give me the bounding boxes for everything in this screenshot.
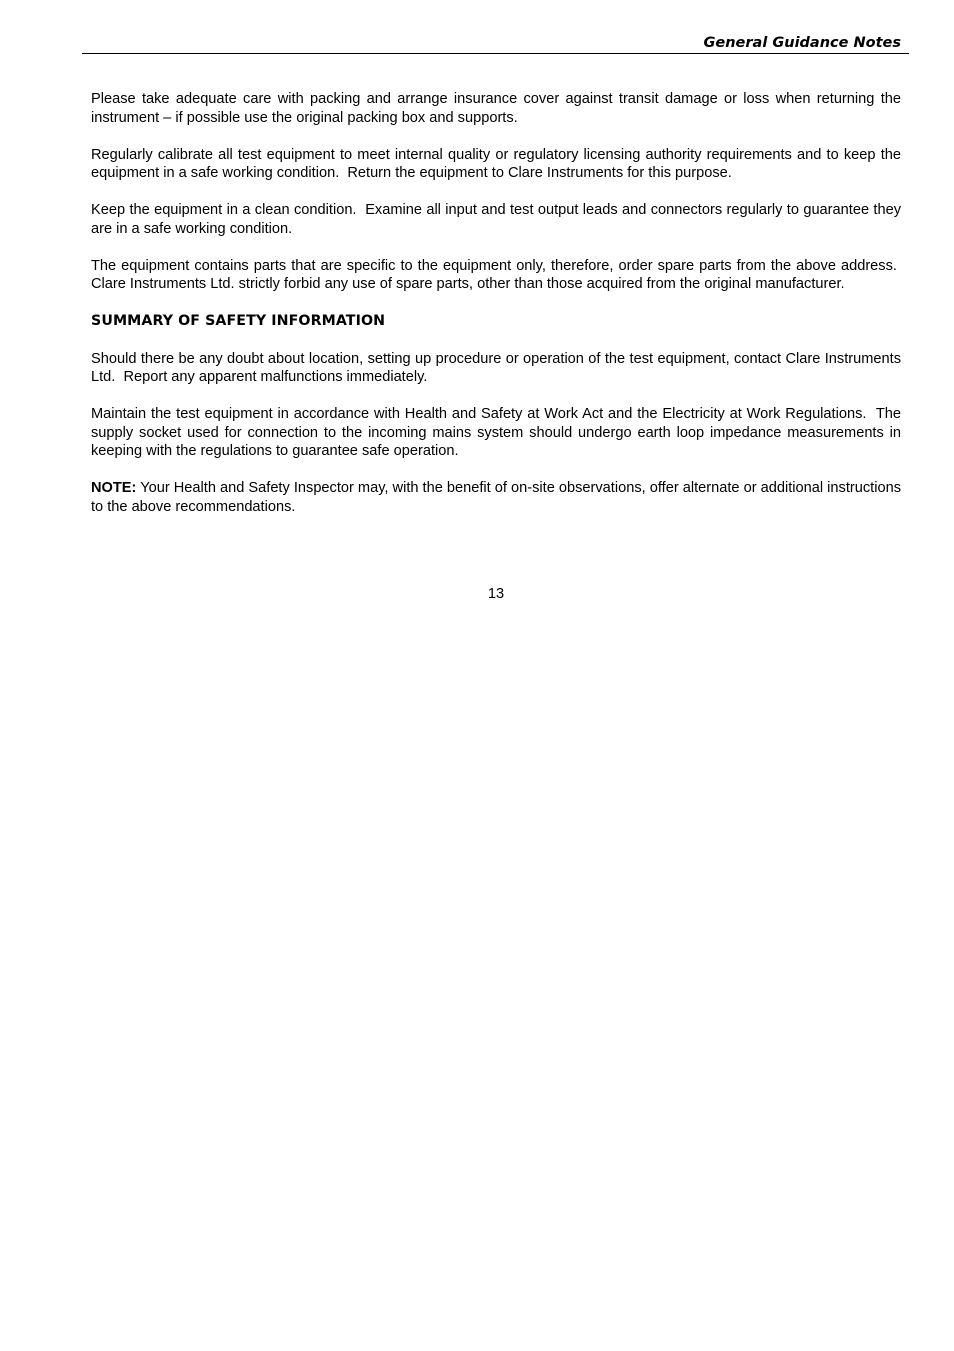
header-title: General Guidance Notes <box>703 35 901 51</box>
note-label: NOTE: <box>91 480 137 496</box>
paragraph-note <box>91 479 901 516</box>
paragraph-spare-parts: The equipment contains parts that are specific to the equipment only, therefore, order spare parts from the above address. Clare Instruments Ltd. strictly forbid any use of spare parts, other than those acquired from the original manufacturer. <box>91 257 901 292</box>
section-heading-safety: SUMMARY OF SAFETY INFORMATION <box>91 313 386 329</box>
paragraph-calibration: Regularly calibrate all test equipment to meet internal quality or regulatory licensing authority requirements and to keep the equipment in a safe working condition. Return the equipment to Clare Instruments for this purpose. <box>91 146 901 181</box>
note-text: Your Health and Safety Inspector may, with the benefit of on-site observations, offer alternate or additional instructions to the above recommendations. <box>91 480 901 515</box>
paragraph-contact: Should there be any doubt about location, setting up procedure or operation of the test equipment, contact Clare Instruments Ltd. Report any apparent malfunctions immediately. <box>91 350 901 385</box>
page-number: 13 <box>487 586 505 602</box>
paragraph-maintenance: Maintain the test equipment in accordance with Health and Safety at Work Act and the Electricity at Work Regulations. The supply socket used for connection to the incoming mains system should undergo earth loop impedance measurements in keeping with the regulations to guarantee safe operation. <box>91 406 901 459</box>
paragraph-packing: Please take adequate care with packing and arrange insurance cover against transit damage or loss when returning the instrument – if possible use the original packing box and supports. <box>91 91 901 126</box>
document-body <box>91 90 901 535</box>
page-header <box>82 0 909 54</box>
paragraph-cleaning: Keep the equipment in a clean condition. Examine all input and test output leads and connectors regularly to guarantee they are in a safe working condition. <box>91 202 901 237</box>
